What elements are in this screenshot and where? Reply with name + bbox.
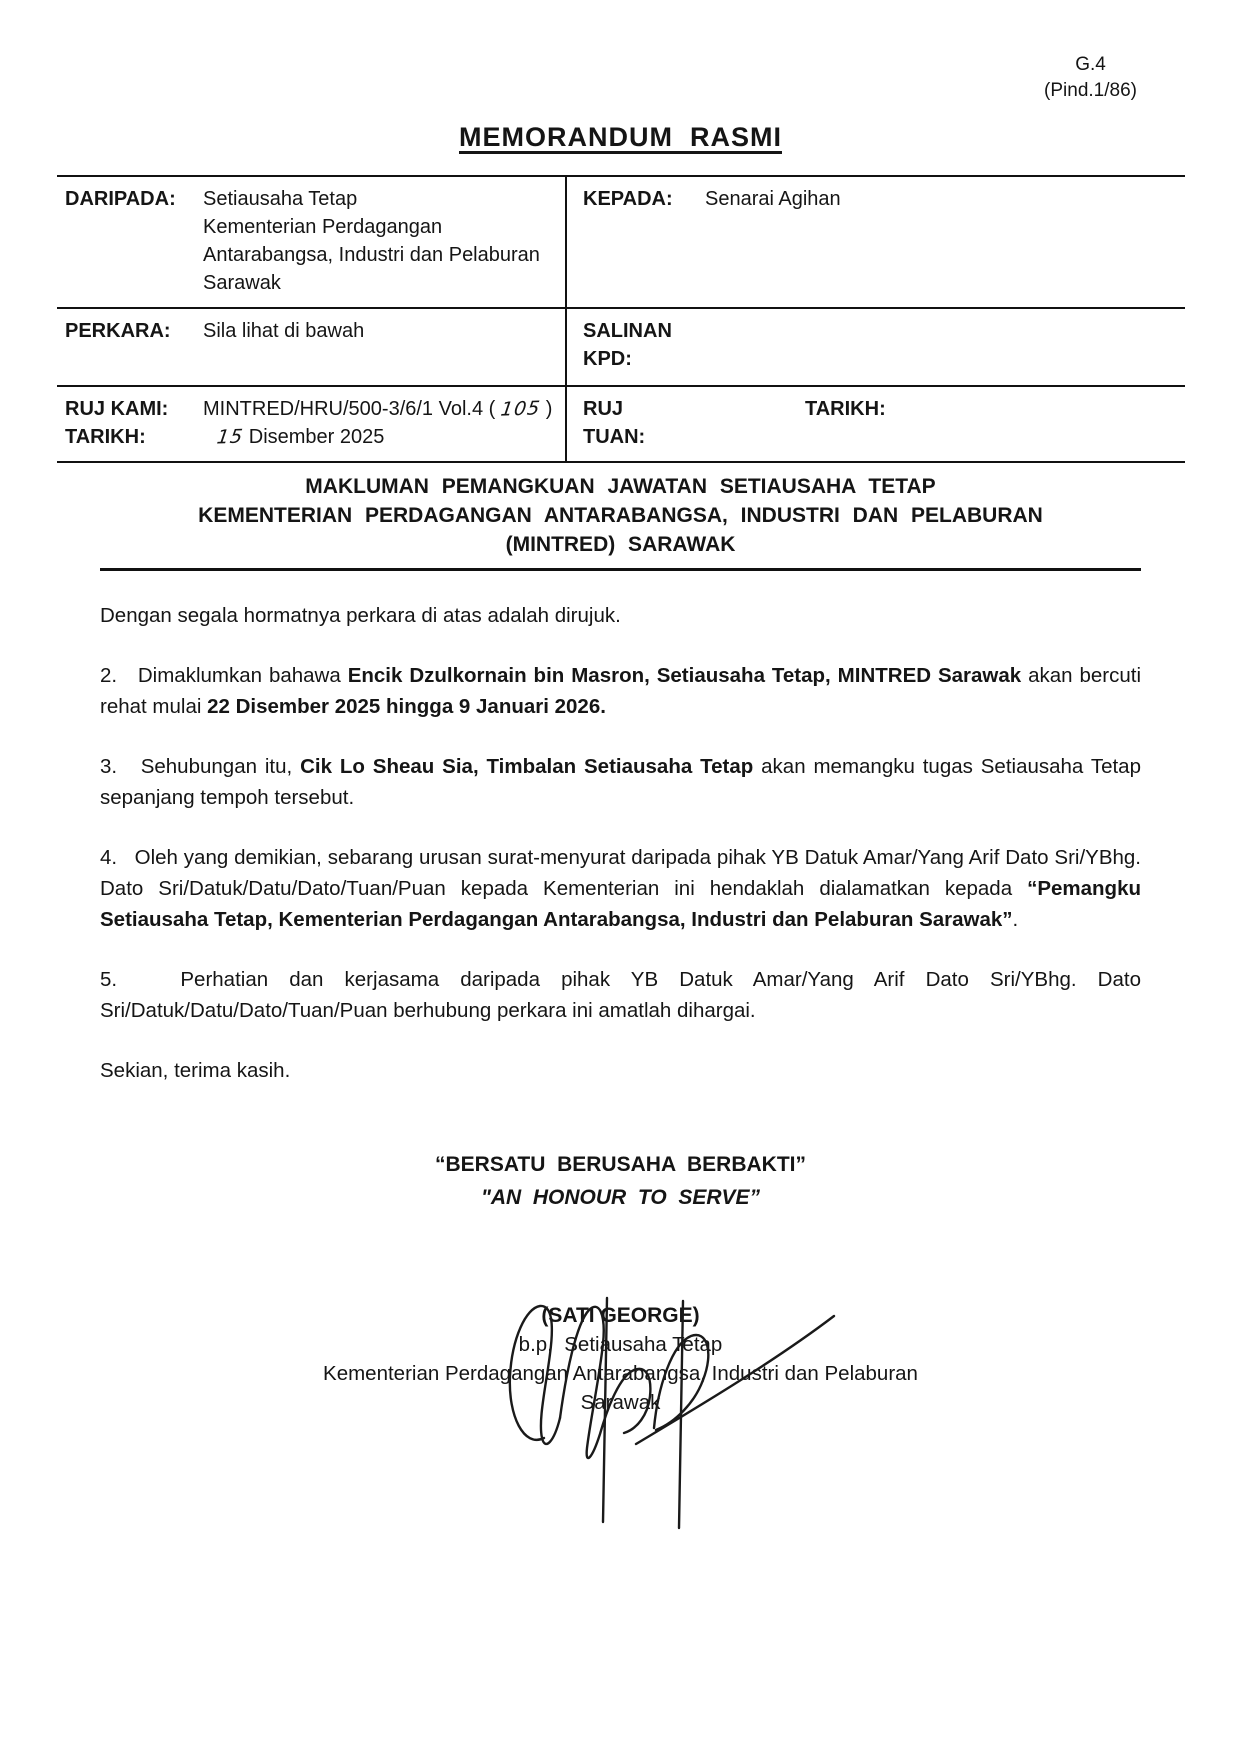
- paragraph-3: 3. Sehubungan itu, Cik Lo Sheau Sia, Timbalan Setiausaha Tetap akan memangku tugas Setiausaha Tetap sepanjang tempoh tersebut.: [100, 755, 1141, 809]
- signatory-name: (SATI GEORGE): [541, 1304, 700, 1327]
- ruj-kami-handwritten-number: 105: [499, 397, 542, 421]
- ruj-kami-suffix: ): [540, 398, 553, 420]
- subject-underline: [100, 568, 1141, 571]
- signatory-title: b.p. Setiausaha Tetap: [518, 1333, 723, 1356]
- tarikh-label: TARIKH:: [65, 426, 146, 448]
- form-revision: (Pind.1/86): [1044, 80, 1137, 101]
- tarikh-right-label: TARIKH:: [805, 398, 886, 420]
- tarikh-handwritten-day: 15: [215, 425, 245, 449]
- subject-line-2: KEMENTERIAN PERDAGANGAN ANTARABANGSA, INDUSTRI DAN PELABURAN: [198, 504, 1043, 527]
- kepada-value: Senarai Agihan: [705, 188, 841, 210]
- perkara-value: Sila lihat di bawah: [203, 320, 365, 342]
- perkara-label: PERKARA:: [65, 320, 171, 342]
- closing-line: Sekian, terima kasih.: [100, 1059, 291, 1082]
- form-code: G.4: [1075, 54, 1106, 75]
- ruj-kami-label: RUJ KAMI:: [65, 398, 169, 420]
- paragraph-4: 4. Oleh yang demikian, sebarang urusan surat-menyurat daripada pihak YB Datuk Amar/Yang Arif Dato Sri/YBhg. Dato Sri/Datuk/Datu/Dato/Tuan/Puan kepada Kementerian ini hendaklah dialamatkan kepada “Pemangku Setiausaha Tetap, Kementerian Perdagangan Antarabangsa, Industri dan Pelaburan Sarawak”.: [100, 846, 1141, 931]
- ruj-tuan-line-2: TUAN:: [583, 426, 646, 448]
- daripada-line-4: Sarawak: [203, 272, 281, 294]
- paragraph-1: Dengan segala hormatnya perkara di atas adalah dirujuk.: [100, 604, 621, 627]
- daripada-label: DARIPADA:: [65, 188, 176, 210]
- daripada-line-3: Antarabangsa, Industri dan Pelaburan: [203, 244, 540, 266]
- motto-block: [100, 1148, 1141, 1214]
- paragraph-5: 5. Perhatian dan kerjasama daripada pihak YB Datuk Amar/Yang Arif Dato Sri/YBhg. Dato Sri/Datuk/Datu/Dato/Tuan/Puan berhubung perkara ini amatlah dihargai.: [100, 968, 1141, 1022]
- daripada-line-1: Setiausaha Tetap: [203, 188, 358, 210]
- subject-heading: [100, 472, 1141, 571]
- salinan-line-2: KPD:: [583, 348, 632, 370]
- memo-body: [100, 0, 1141, 1417]
- page-title: MEMORANDUM RASMI: [459, 122, 782, 152]
- motto-english: "AN HONOUR TO SERVE”: [480, 1186, 761, 1209]
- motto-malay: “BERSATU BERUSAHA BERBAKTI”: [434, 1153, 806, 1176]
- ruj-tuan-line-1: RUJ: [583, 398, 624, 420]
- paragraph-2: 2. Dimaklumkan bahawa Encik Dzulkornain bin Masron, Setiausaha Tetap, MINTRED Sarawak akan bercuti rehat mulai 22 Disember 2025 hingga 9 Januari 2026.: [100, 664, 1142, 718]
- daripada-line-2: Kementerian Perdagangan: [203, 216, 443, 238]
- ruj-kami-prefix: MINTRED/HRU/500-3/6/1 Vol.4 (: [203, 398, 501, 420]
- subject-line-1: MAKLUMAN PEMANGKUAN JAWATAN SETIAUSAHA TETAP: [305, 475, 936, 498]
- salinan-line-1: SALINAN: [583, 320, 672, 342]
- tarikh-month-year: Disember 2025: [243, 426, 385, 448]
- subject-line-3: (MINTRED) SARAWAK: [505, 533, 736, 556]
- signatory-org-line-1: Kementerian Perdagangan Antarabangsa, Industri dan Pelaburan: [323, 1362, 918, 1385]
- signatory-org-line-2: Sarawak: [580, 1391, 661, 1414]
- signature-block: [100, 1214, 1141, 1417]
- kepada-label: KEPADA:: [583, 188, 673, 210]
